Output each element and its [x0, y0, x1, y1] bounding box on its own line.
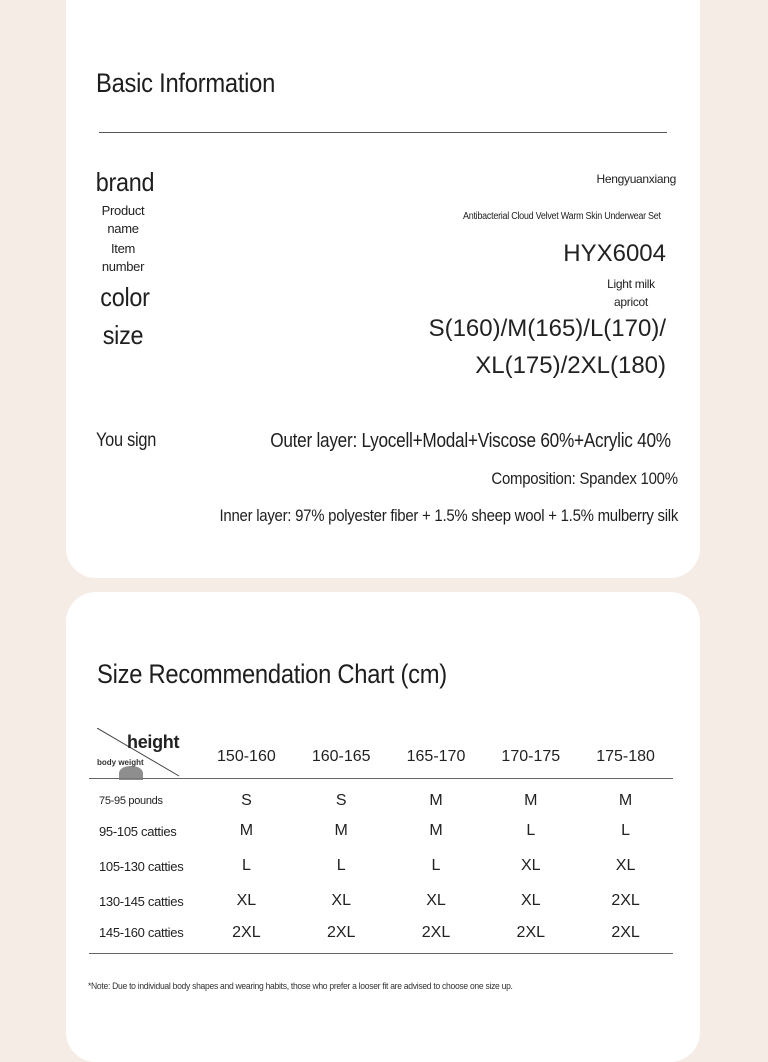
weight-cell: 95-105 catties [99, 823, 177, 839]
column-header: 175-180 [596, 748, 655, 765]
size-cell: 2XL [232, 923, 261, 941]
size-cell: M [429, 792, 443, 810]
column-header: 160-165 [311, 748, 371, 765]
size-cell: M [524, 792, 538, 810]
basic-info-title: Basic Information [96, 68, 276, 98]
table-row [89, 919, 673, 954]
composition: Composition: Spandex 100% [491, 469, 678, 488]
size-cell: XL [426, 892, 446, 909]
table-row [89, 849, 673, 884]
product-value: Antibacterial Cloud Velvet Warm Skin Underwear Set [463, 211, 661, 222]
size-label: size [102, 320, 144, 350]
corner-shade [119, 766, 143, 780]
size-cell: L [241, 857, 251, 874]
corner-cell [89, 728, 199, 779]
size-table-header [89, 728, 673, 779]
inner-layer: Inner layer: 97% polyester fiber + 1.5% sheep wool + 1.5% mulberry silk [219, 506, 678, 525]
brand-label: brand [95, 167, 155, 197]
weight-cell: 105-130 catties [99, 858, 184, 874]
size-cell: 2XL [326, 923, 356, 941]
column-header: 170-175 [501, 748, 561, 765]
size-cell: XL [521, 857, 541, 874]
size-cell: XL [331, 892, 351, 909]
color-value: Light milk apricot [607, 277, 655, 309]
size-cell: L [336, 857, 346, 874]
size-cell: 2XL [516, 923, 546, 941]
table-row [89, 779, 673, 814]
column-header: 165-170 [406, 748, 466, 765]
brand-value: Hengyuanxiang [596, 172, 676, 186]
item-label: Item number [101, 241, 145, 274]
column-header: 150-160 [217, 748, 276, 765]
size-line-1: S(160)/M(165)/L(170)/ [428, 315, 666, 342]
item-value: HYX6004 [563, 240, 666, 267]
product-label: Product name [101, 203, 145, 236]
outer-layer: Outer layer: Lyocell+Modal+Viscose 60%+Acrylic 40% [270, 430, 671, 452]
table-row [89, 814, 673, 849]
color-label: color [100, 282, 150, 312]
corner-height-label: height [127, 732, 180, 752]
size-table [89, 728, 673, 954]
size-cell: L [526, 822, 536, 839]
size-cell: XL [521, 892, 541, 909]
size-cell: M [239, 822, 254, 839]
size-cell: 2XL [611, 892, 640, 909]
weight-cell: 145-160 catties [99, 925, 184, 941]
size-cell: L [431, 857, 441, 874]
size-cell: M [429, 822, 443, 839]
weight-cell: 130-145 catties [99, 893, 184, 909]
size-line-2: XL(175)/2XL(180) [475, 352, 666, 379]
size-cell: L [621, 822, 631, 839]
size-cell: S [335, 792, 347, 810]
sign-label: You sign [96, 430, 157, 451]
size-cell: XL [236, 892, 257, 909]
size-cell: M [618, 792, 633, 810]
size-chart-title: Size Recommendation Chart (cm) [97, 659, 447, 689]
size-cell: S [241, 792, 252, 810]
corner-weight-label: body weight [97, 758, 144, 767]
size-cell: XL [615, 857, 636, 874]
size-cell: 2XL [421, 923, 451, 941]
table-row [89, 884, 673, 919]
weight-cell: 75-95 pounds [99, 795, 163, 808]
size-cell: 2XL [611, 923, 640, 941]
basic-info-divider [99, 132, 667, 133]
size-cell: M [334, 822, 348, 839]
fit-note: *Note: Due to individual body shapes and wearing habits, those who prefer a looser fit are advised to choose one size up. [88, 981, 513, 991]
